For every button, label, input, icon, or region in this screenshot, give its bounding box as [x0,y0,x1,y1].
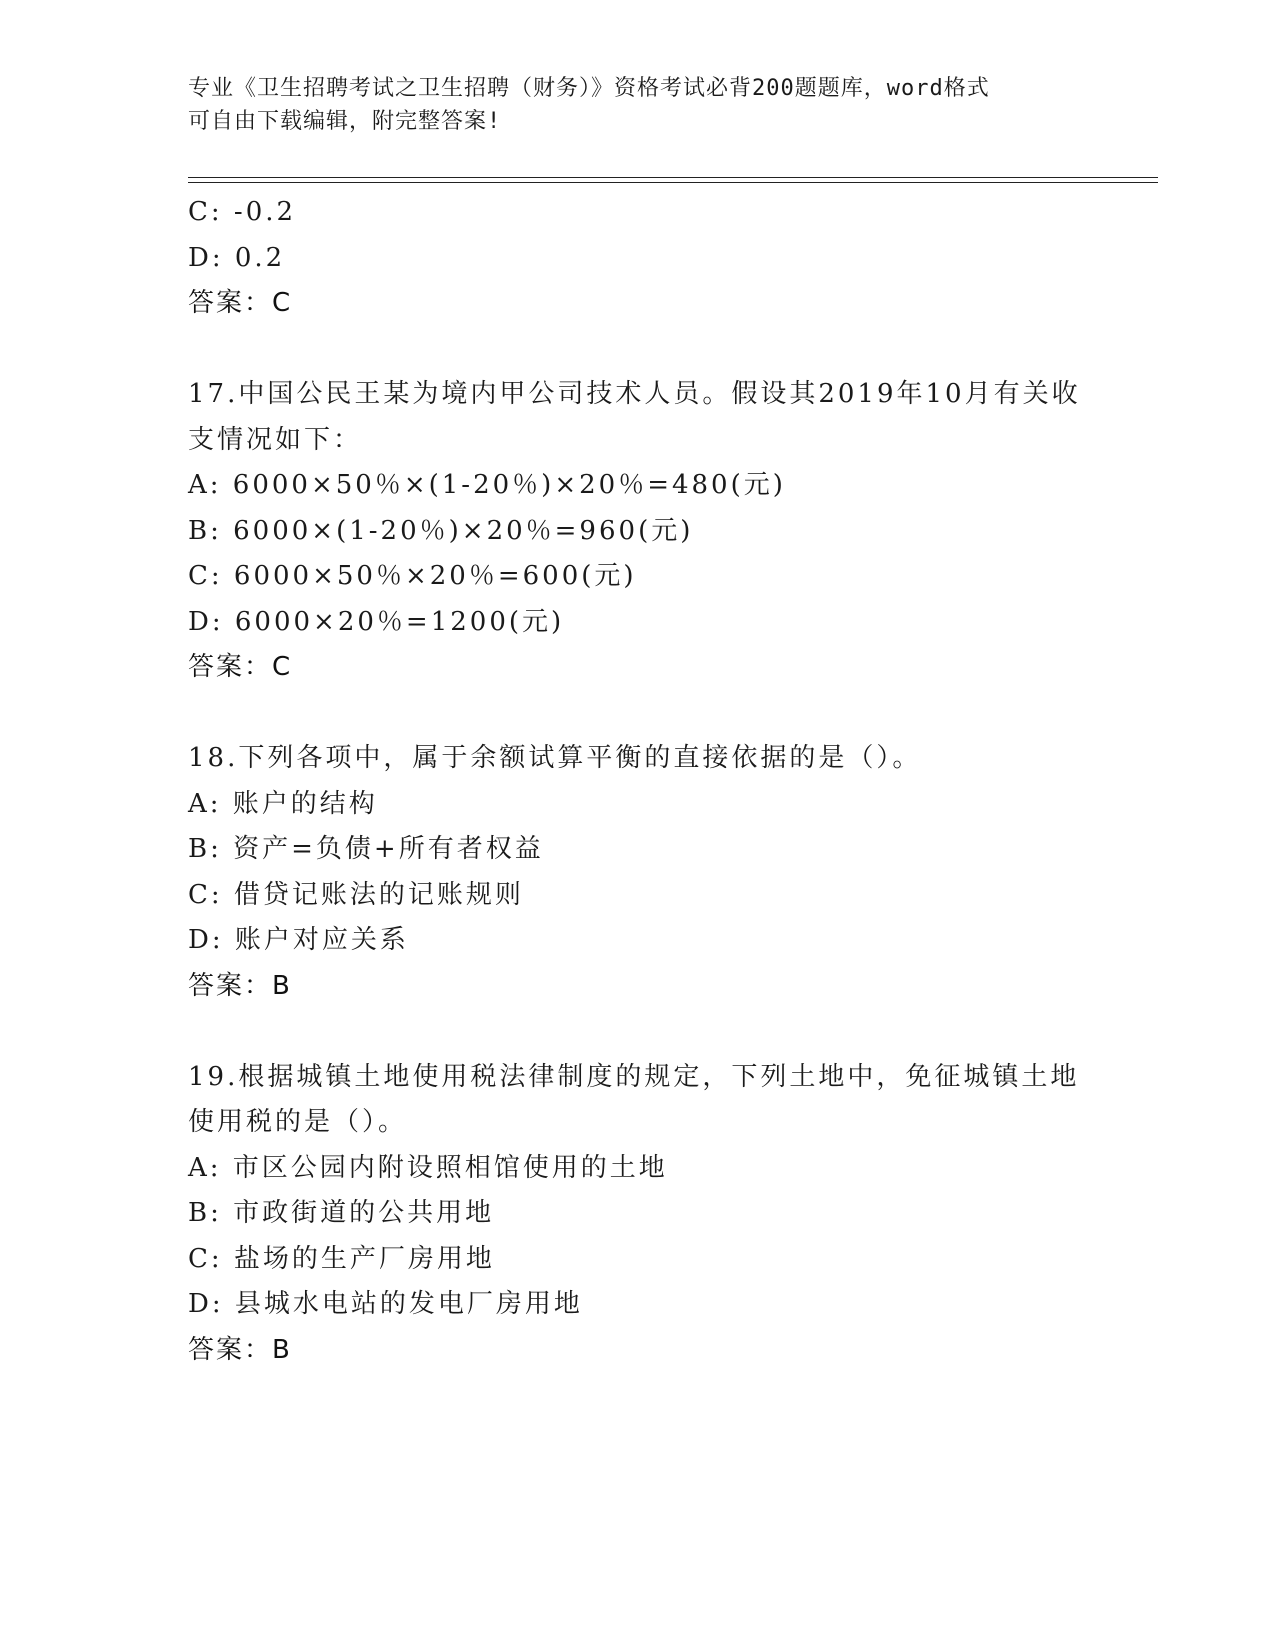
question-block-17 [188,372,1088,691]
header-rule-bottom [188,182,1158,183]
question-block-prev [188,190,1088,327]
answer-line: 答案：C [188,288,293,318]
header-rule-top [188,177,1158,178]
option-a: A: 账户的结构 [188,788,378,819]
option-d: D: 账户对应关系 [188,925,409,955]
option-d: D: 0.2 [188,242,286,273]
question-stem: 19.根据城镇土地使用税法律制度的规定，下列土地中，免征城镇土地 [188,1061,1080,1092]
option-c: C: 6000×50％×20％=600(元) [188,561,637,591]
spacer [188,1009,1088,1055]
question-list [188,190,1088,1373]
option-d: D: 县城水电站的发电厂房用地 [188,1289,583,1319]
header-title-line-2: 可自由下载编辑，附完整答案! [188,109,502,134]
option-a: A: 6000×50％×(1-20％)×20％=480(元) [188,470,786,500]
question-stem: 支情况如下： [188,424,363,455]
answer-line: 答案：B [188,1334,292,1365]
answer-line: 答案：C [188,652,293,682]
question-stem: 使用税的是（）。 [188,1107,408,1137]
option-b: B: 资产=负债+所有者权益 [188,834,544,864]
option-b: B: 6000×(1-20％)×20％=960(元) [188,515,694,546]
option-c: C: -0.2 [188,197,297,227]
option-d: D: 6000×20％=1200(元) [188,606,565,637]
answer-line: 答案：B [188,970,292,1001]
spacer [188,691,1088,737]
option-c: C: 盐场的生产厂房用地 [188,1243,495,1274]
question-block-18 [188,736,1088,1009]
option-a: A: 市区公园内附设照相馆使用的土地 [188,1152,668,1183]
header-title-line-1: 专业《卫生招聘考试之卫生招聘（财务）》资格考试必背200题题库，word格式 [188,76,990,101]
question-stem: 17.中国公民王某为境内甲公司技术人员。假设其2019年10月有关收 [188,379,1081,409]
spacer [188,327,1088,373]
option-b: B: 市政街道的公共用地 [188,1198,495,1228]
document-header [188,72,1088,138]
option-c: C: 借贷记账法的记账规则 [188,879,524,910]
question-stem: 18.下列各项中，属于余额试算平衡的直接依据的是（）。 [188,743,922,773]
question-block-19 [188,1055,1088,1374]
